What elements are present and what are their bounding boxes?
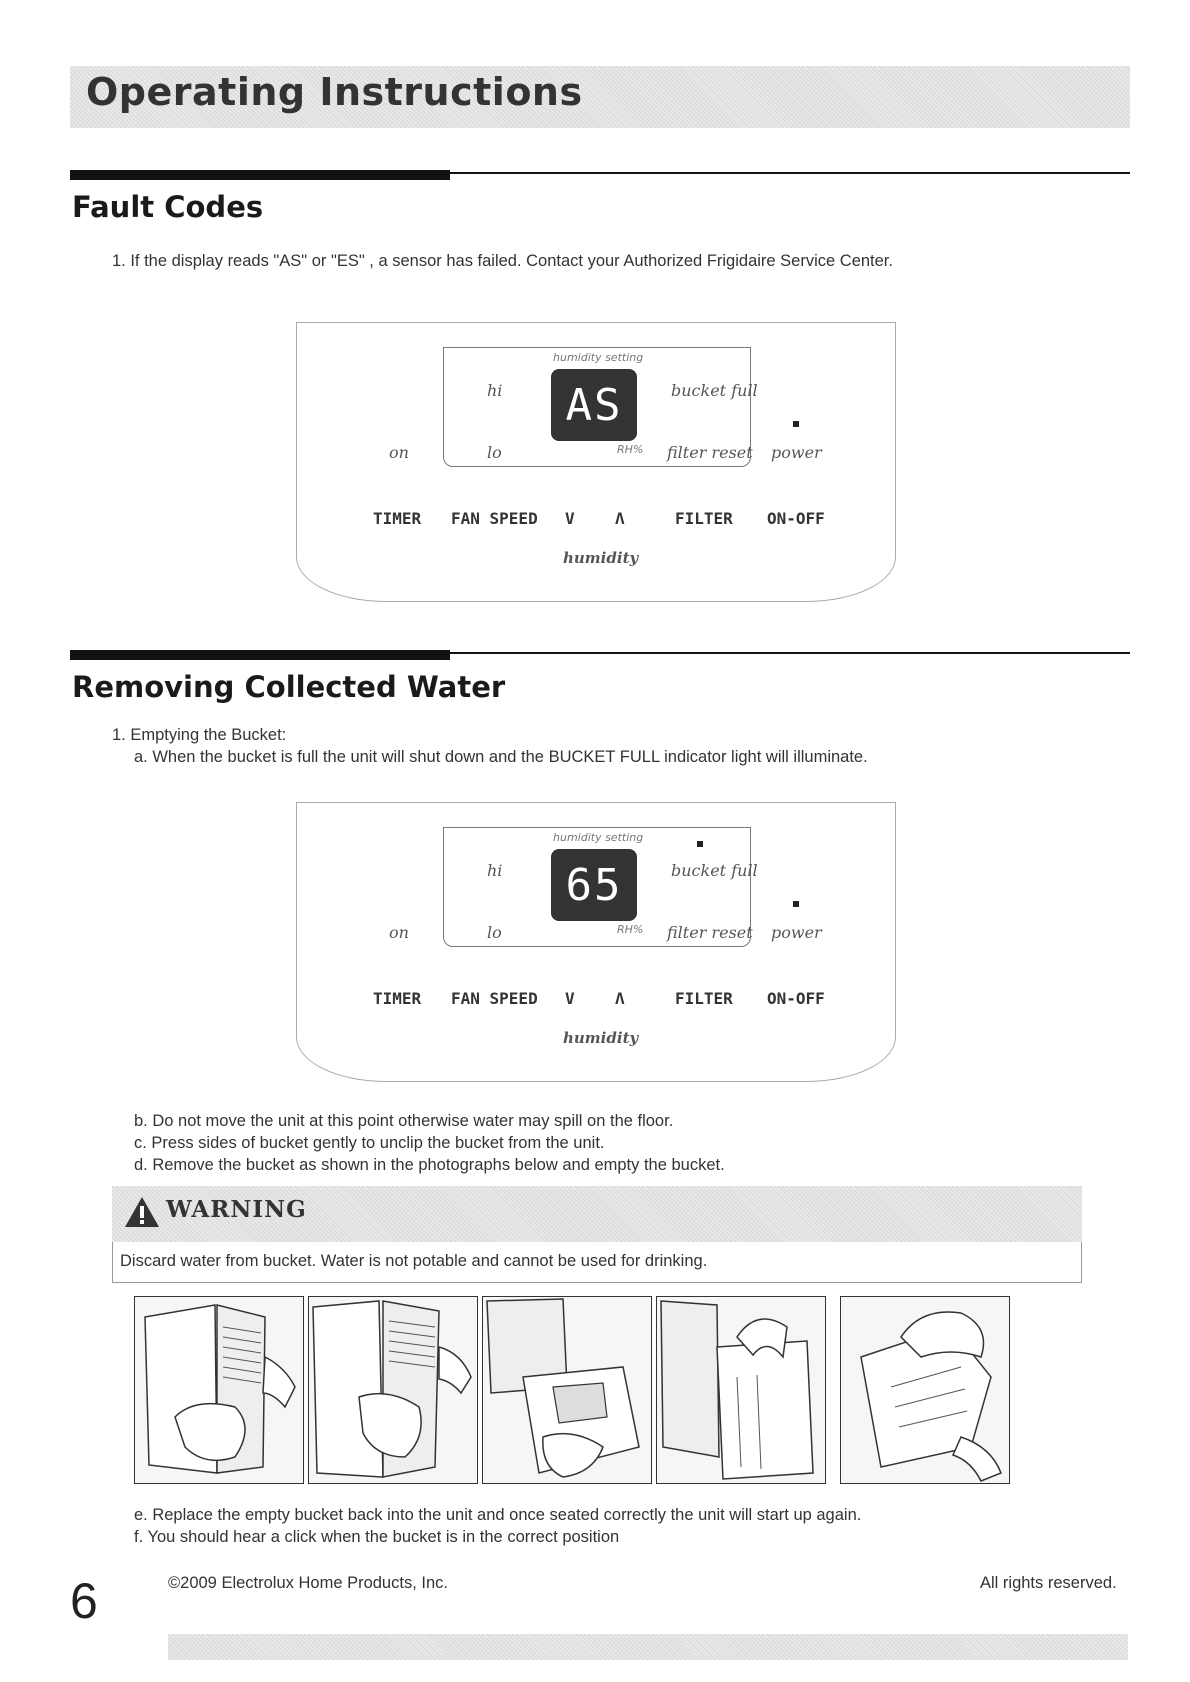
fault-codes-heading: Fault Codes xyxy=(72,190,264,224)
photo-step-4 xyxy=(656,1296,826,1484)
bucket-full-label: bucket full xyxy=(671,381,758,400)
humidity-up-button[interactable]: Λ xyxy=(615,989,625,1008)
filter-reset-label: filter reset xyxy=(667,923,753,942)
fan-speed-button[interactable]: FAN SPEED xyxy=(451,509,538,528)
humidity-setting-label: humidity setting xyxy=(553,831,644,844)
lcd-display: AS xyxy=(551,369,637,441)
hi-label: hi xyxy=(487,381,503,400)
rh-label: RH% xyxy=(617,443,644,456)
photo-step-1 xyxy=(134,1296,304,1484)
lcd-display: 65 xyxy=(551,849,637,921)
lo-label: lo xyxy=(487,923,502,942)
section-rule-thin xyxy=(70,172,1130,174)
humidity-up-button[interactable]: Λ xyxy=(615,509,625,528)
power-label: power xyxy=(771,923,822,942)
control-panel-fault xyxy=(296,322,896,602)
removing-water-heading: Removing Collected Water xyxy=(72,670,506,704)
humidity-label: humidity xyxy=(563,1029,639,1047)
bucket-full-label: bucket full xyxy=(671,861,758,880)
photo-step-5 xyxy=(840,1296,1010,1484)
power-indicator-light xyxy=(793,421,799,427)
removing-water-item-e: e. Replace the empty bucket back into the unit and once seated correctly the unit will start up again. xyxy=(134,1506,862,1524)
photo-step-2 xyxy=(308,1296,478,1484)
humidity-label: humidity xyxy=(563,549,639,567)
removing-water-item-1: 1. Emptying the Bucket: xyxy=(112,726,287,744)
fan-speed-button[interactable]: FAN SPEED xyxy=(451,989,538,1008)
warning-text: Discard water from bucket. Water is not potable and cannot be used for drinking. xyxy=(120,1252,708,1270)
removing-water-item-a: a. When the bucket is full the unit will shut down and the BUCKET FULL indicator light will illuminate. xyxy=(134,748,868,766)
on-off-button[interactable]: ON-OFF xyxy=(767,509,825,528)
bucket-full-indicator-light xyxy=(697,841,703,847)
footer-bar xyxy=(168,1634,1128,1660)
section-rule-thin xyxy=(70,652,1130,654)
power-indicator-light xyxy=(793,901,799,907)
photo-step-3 xyxy=(482,1296,652,1484)
filter-button[interactable]: FILTER xyxy=(675,509,733,528)
lo-label: lo xyxy=(487,443,502,462)
rh-label: RH% xyxy=(617,923,644,936)
removing-water-item-d: d. Remove the bucket as shown in the photographs below and empty the bucket. xyxy=(134,1156,725,1174)
removing-water-item-c: c. Press sides of bucket gently to unclip the bucket from the unit. xyxy=(134,1134,605,1152)
power-label: power xyxy=(771,443,822,462)
control-panel-bucket-full xyxy=(296,802,896,1082)
humidity-setting-label: humidity setting xyxy=(553,351,644,364)
on-label: on xyxy=(389,923,409,942)
timer-button[interactable]: TIMER xyxy=(373,989,422,1008)
on-label: on xyxy=(389,443,409,462)
page-number: 6 xyxy=(70,1573,98,1629)
removing-water-item-f: f. You should hear a click when the bucket is in the correct position xyxy=(134,1528,620,1546)
timer-button[interactable]: TIMER xyxy=(373,509,422,528)
on-off-button[interactable]: ON-OFF xyxy=(767,989,825,1008)
copyright-text: ©2009 Electrolux Home Products, Inc. xyxy=(168,1574,448,1592)
fault-codes-item-1: 1. If the display reads "AS" or "ES" , a sensor has failed. Contact your Authorized Frigidaire Service Center. xyxy=(112,252,893,270)
page-title: Operating Instructions xyxy=(86,70,583,114)
hi-label: hi xyxy=(487,861,503,880)
removing-water-item-b: b. Do not move the unit at this point otherwise water may spill on the floor. xyxy=(134,1112,674,1130)
humidity-down-button[interactable]: V xyxy=(565,509,575,528)
warning-title: WARNING xyxy=(166,1196,307,1223)
rights-text: All rights reserved. xyxy=(980,1574,1117,1592)
warning-triangle-icon xyxy=(124,1196,160,1228)
filter-reset-label: filter reset xyxy=(667,443,753,462)
filter-button[interactable]: FILTER xyxy=(675,989,733,1008)
humidity-down-button[interactable]: V xyxy=(565,989,575,1008)
